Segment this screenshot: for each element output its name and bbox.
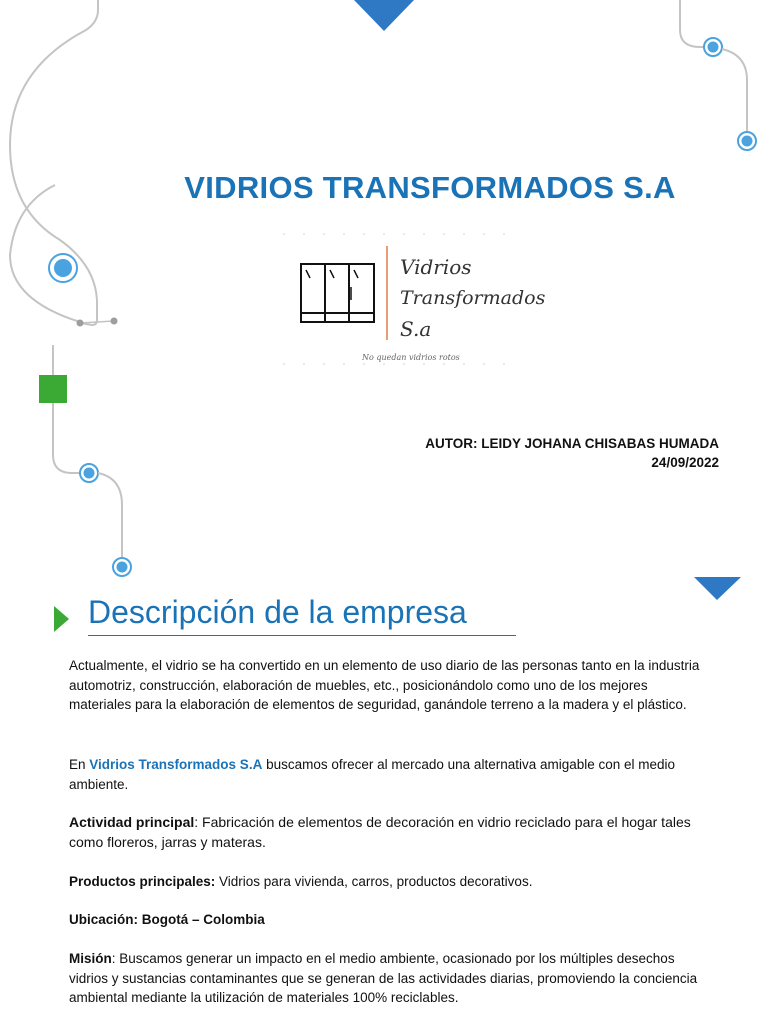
activity-text: : Fabricación de elementos de decoración en vidrio reciclado para el hogar tales como floreros, jarras y materas. (69, 814, 691, 850)
activity-paragraph (69, 813, 709, 852)
mission-paragraph (69, 949, 709, 1008)
author-name: AUTOR: LEIDY JOHANA CHISABAS HUMADA (425, 436, 719, 451)
products-text: Vidrios para vivienda, carros, productos decorativos. (215, 874, 533, 889)
products-paragraph (69, 872, 709, 892)
connector-line (53, 403, 89, 473)
connector-line (98, 473, 122, 558)
products-label: Productos principales: (69, 874, 216, 889)
connector-line (722, 49, 747, 132)
blue-triangle-icon (354, 0, 414, 31)
section-title: Descripción de la empresa (88, 594, 516, 636)
gray-dot-icon (77, 320, 84, 327)
node-dot-icon (84, 468, 95, 479)
short-connector (80, 321, 114, 323)
node-dot-icon (708, 42, 719, 53)
section-arrow-icon (54, 606, 69, 632)
intro-paragraph: Actualmente, el vidrio se ha convertido en un elemento de uso diario de las personas tanto en la industria automotriz, construcción, elaboración de muebles, etc., posicionándolo como uno de los mejores materiales para la elaboración de elementos de seguridad, ganándole terreno a la madera y el plástico. (69, 658, 700, 712)
green-square-icon (39, 375, 67, 403)
activity-label: Actividad principal (69, 814, 195, 830)
window-icon (301, 264, 374, 322)
company-title: VIDRIOS TRANSFORMADOS S.A (184, 170, 676, 205)
location-line: Ubicación: Bogotá – Colombia (69, 912, 265, 927)
p2-prefix: En (69, 757, 90, 772)
p2-rest: buscamos ofrecer al mercado una alternativa amigable con el medio ambiente. (69, 757, 676, 792)
logo-text-line1: Vidrios (400, 255, 472, 279)
author-block (425, 434, 719, 472)
blue-triangle-icon (694, 577, 741, 600)
brand-name: Vidrios Transformados S.A (89, 757, 263, 772)
node-dot-icon (742, 136, 753, 147)
company-logo (280, 232, 546, 368)
gray-dot-icon (111, 318, 118, 325)
logo-text-line3: S.a (400, 317, 432, 341)
node-dot-icon (117, 562, 128, 573)
paragraph-mission-intro (69, 755, 709, 794)
node-dot-icon (54, 259, 72, 277)
mission-label: Misión (69, 951, 112, 966)
mission-text: : Buscamos generar un impacto en el medio ambiente, ocasionado por los múltiples desechos vidrios y sustancias contaminantes que se generan de las actividades diarias, promoviendo la conciencia ambiental mediante la utilización de materiales 100% reciclables. (69, 951, 698, 1005)
logo-tagline: No quedan vidrios rotos (362, 353, 460, 362)
document-date: 24/09/2022 (651, 455, 719, 470)
logo-text-line2: Transformados (400, 287, 546, 309)
